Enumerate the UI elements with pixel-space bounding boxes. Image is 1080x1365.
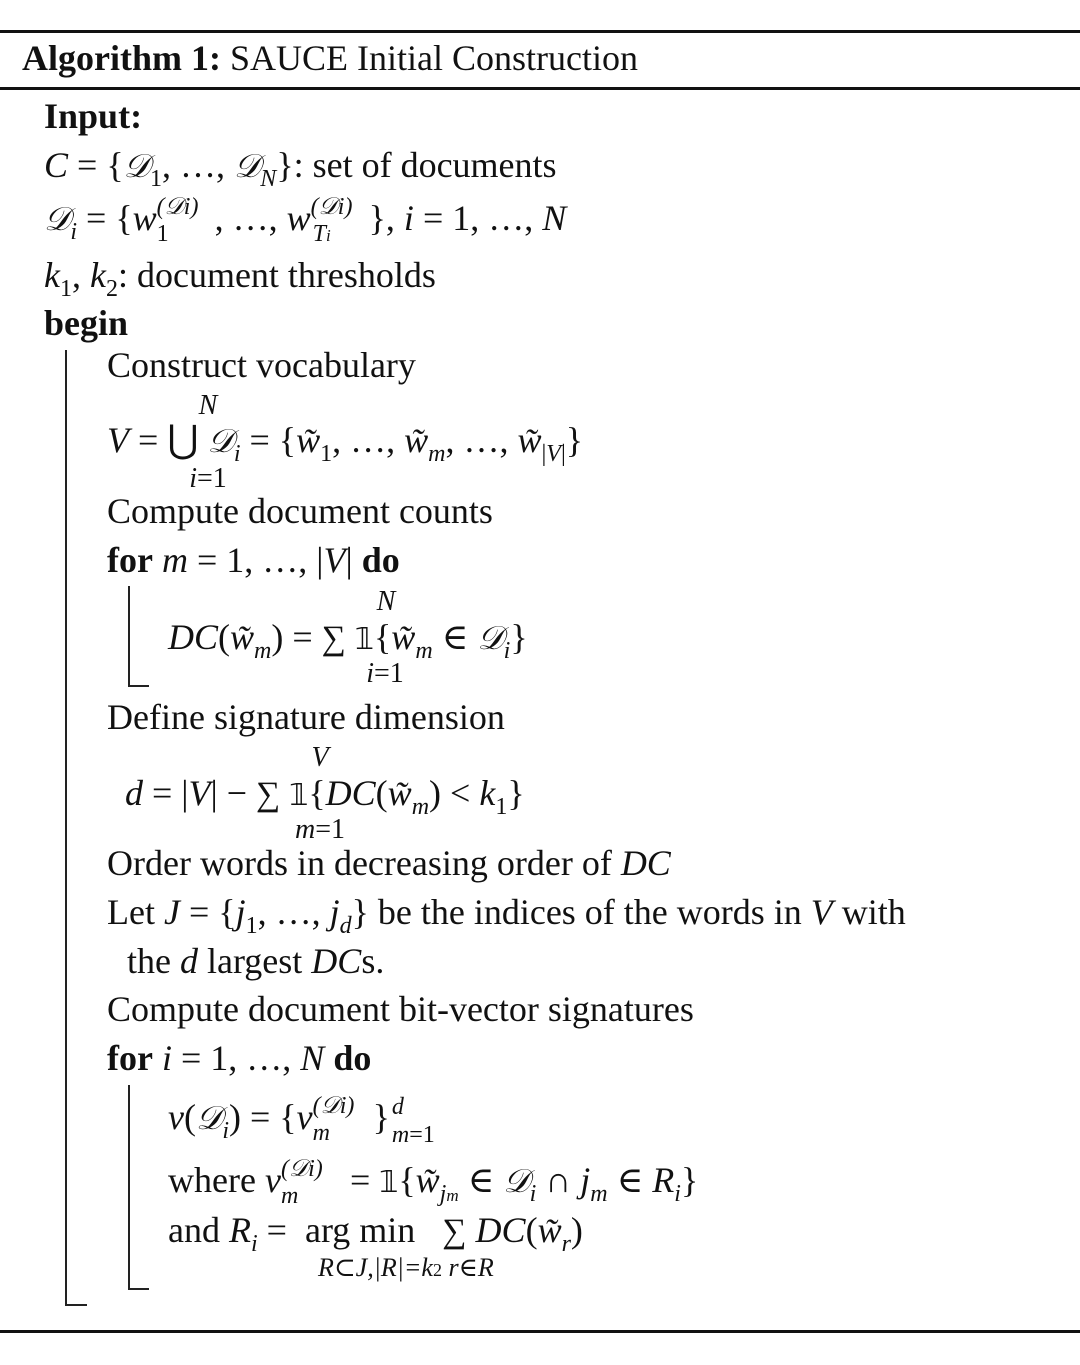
signature-bit-equation: where v (𝒟i) m = $𝟙\{w̃_{jm}$ ∈ 𝒟$_i$ ∩ $j_m$ ∈ $R_i$} xyxy=(168,1154,699,1209)
step-order-words: Order words in decreasing order of DC xyxy=(107,843,671,883)
top-rule xyxy=(0,30,1080,33)
step-let-j-continued: the d largest DCs. xyxy=(127,941,385,981)
step-let-j: Let $J = \{j_1$, …, $j_d$} be the indices of the words in V with xyxy=(107,892,906,939)
bottom-rule xyxy=(0,1330,1080,1333)
for-loop-words: for m = 1, …, |V| do xyxy=(107,540,400,580)
input-heading: Input: xyxy=(44,96,143,136)
for-words-block-bar xyxy=(128,586,130,687)
sum-upper-limit-v: V xyxy=(311,742,329,773)
input-line-collection: C = {𝒟$_1$, …, 𝒟$_N$}: set of documents xyxy=(44,145,557,192)
document-count-equation: $DC(w̃_m)$ = ∑ $𝟙\{w̃_m$ ∈ 𝒟$_i$} xyxy=(168,617,528,664)
begin-block-bar xyxy=(65,350,67,1306)
sum-upper-limit-n: N xyxy=(376,586,396,617)
step-compute-document-counts: Compute document counts xyxy=(107,491,493,531)
union-upper-limit: N xyxy=(198,390,218,421)
sum-lower-limit-i: i=1 xyxy=(366,658,404,689)
vocabulary-equation: V = ⋃ 𝒟$_i$ = {$w̃_1$, …, $w̃_m$, …, $w̃_{|V|}$} xyxy=(107,419,584,467)
step-define-signature-dimension: Define signature dimension xyxy=(107,697,505,737)
sum-lower-limit-m: m=1 xyxy=(294,814,346,845)
argmin-equation: and $R_i$ = arg min ∑ $DC(w̃_r)$ xyxy=(168,1210,583,1257)
input-line-document: 𝒟$_i$ = {w (𝒟i) 1 , …, w (𝒟i) Ti }, i = 1, …, N xyxy=(44,192,567,247)
header-rule xyxy=(0,87,1080,90)
signature-vector-equation: v(𝒟$_i$) = {v (𝒟i) m } d m=1 xyxy=(168,1091,435,1148)
algorithm-caption xyxy=(22,38,638,78)
argmin-subscript: R⊂J,|R|=k2 r∈R xyxy=(318,1253,494,1282)
begin-block-foot xyxy=(65,1304,87,1306)
for-loop-documents: for i = 1, …, N do xyxy=(107,1038,372,1078)
step-construct-vocabulary: Construct vocabulary xyxy=(107,345,416,385)
algorithm-label: Algorithm 1: xyxy=(22,38,221,78)
for-documents-block-foot xyxy=(128,1288,149,1290)
begin-keyword: begin xyxy=(44,303,129,343)
algorithm-title: SAUCE Initial Construction xyxy=(229,38,638,78)
signature-dimension-equation: d = |V| − ∑ $𝟙\{DC(w̃_m) < k_1\}$ xyxy=(125,773,525,820)
input-line-thresholds: $k_1$, $k_2$: document thresholds xyxy=(44,255,436,302)
for-documents-block-bar xyxy=(128,1085,130,1290)
union-lower-limit: i=1 xyxy=(189,463,227,494)
step-compute-signatures: Compute document bit-vector signatures xyxy=(107,989,694,1029)
math-collection: C = {𝒟$_1$, …, 𝒟$_N$} xyxy=(44,145,294,192)
for-words-block-foot xyxy=(128,685,149,687)
